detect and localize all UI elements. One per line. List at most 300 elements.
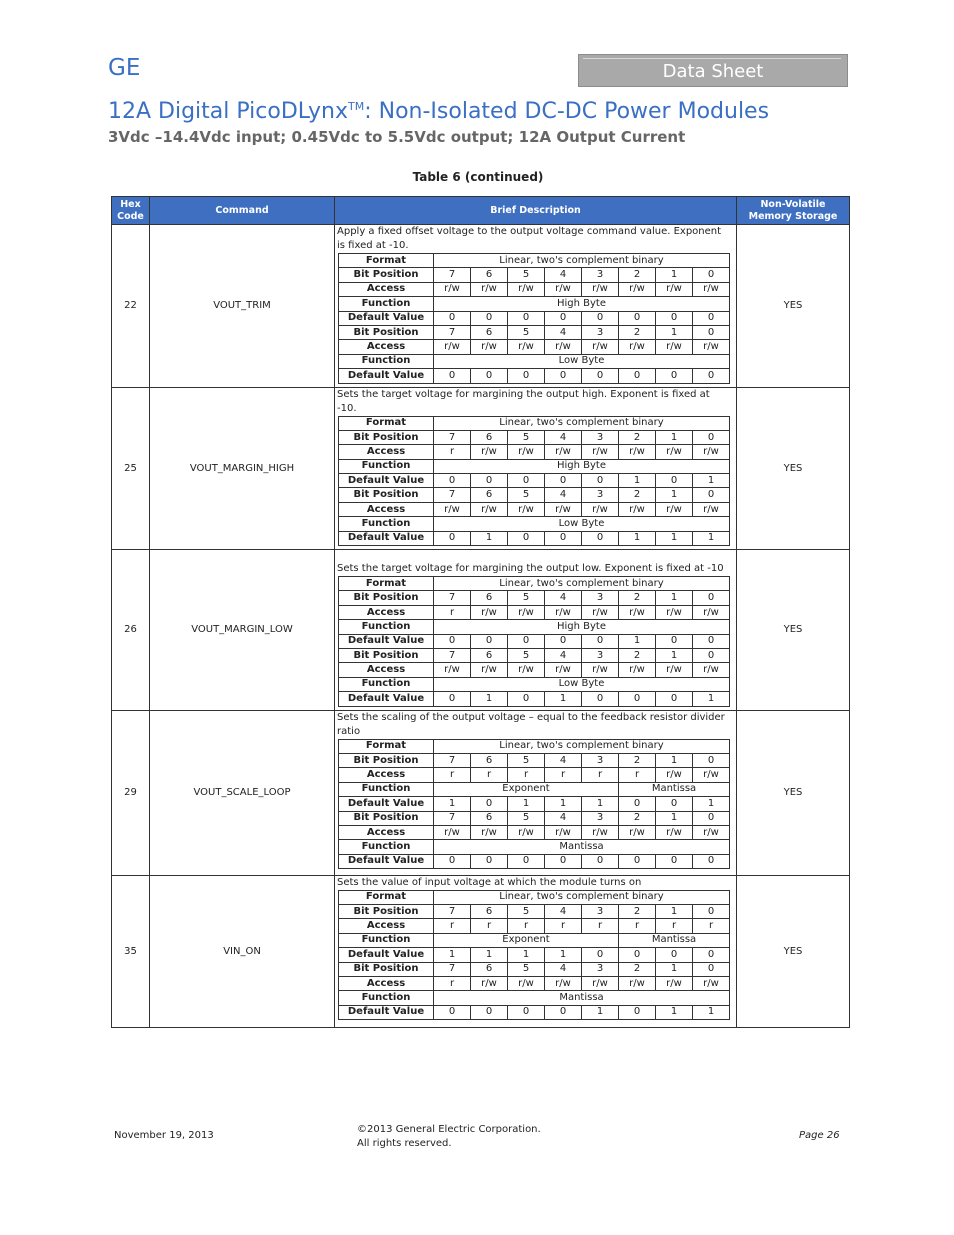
access-value: r/w (656, 502, 693, 516)
default-bit-value: 0 (434, 531, 471, 545)
table-row (112, 710, 850, 875)
function-exponent: Exponent (434, 782, 619, 796)
default-value-row (339, 531, 730, 545)
default-bit-value: 0 (656, 311, 693, 325)
access-value: r/w (582, 340, 619, 354)
default-bit-value: 0 (471, 369, 508, 383)
title-main: 12A Digital PicoDLynx (108, 99, 348, 124)
bit-number: 5 (508, 904, 545, 918)
default-bit-value: 0 (693, 311, 730, 325)
access-value: r/w (656, 663, 693, 677)
table-row (112, 550, 850, 711)
bit-number: 2 (619, 811, 656, 825)
bit-number: 3 (582, 753, 619, 767)
format-label: Format (339, 890, 434, 904)
access-value: r/w (508, 502, 545, 516)
bit-field-table (338, 739, 730, 870)
description-cell (335, 225, 737, 388)
bit-number: 2 (619, 488, 656, 502)
function-value: Low Byte (434, 354, 730, 368)
bit-number: 6 (471, 268, 508, 282)
function-row (339, 782, 730, 796)
default-value-label: Default Value (339, 1005, 434, 1019)
format-row (339, 739, 730, 753)
bit-number: 2 (619, 962, 656, 976)
access-value: r (619, 919, 656, 933)
access-value: r/w (693, 605, 730, 619)
col-non-volatile: Non-Volatile Memory Storage (737, 197, 850, 225)
access-value: r/w (693, 445, 730, 459)
default-bit-value: 0 (656, 948, 693, 962)
bit-position-label: Bit Position (339, 430, 434, 444)
function-row (339, 620, 730, 634)
access-value: r (656, 919, 693, 933)
access-value: r/w (434, 502, 471, 516)
bit-number: 5 (508, 962, 545, 976)
access-label: Access (339, 605, 434, 619)
access-value: r/w (693, 825, 730, 839)
function-label: Function (339, 620, 434, 634)
access-label: Access (339, 768, 434, 782)
access-value: r/w (508, 282, 545, 296)
page-subtitle: 3Vdc –14.4Vdc input; 0.45Vdc to 5.5Vdc output; 12A Output Current (108, 128, 686, 146)
access-label: Access (339, 663, 434, 677)
copyright-line-2: All rights reserved. (357, 1138, 452, 1149)
bit-position-label: Bit Position (339, 753, 434, 767)
default-bit-value: 0 (619, 692, 656, 706)
access-value: r/w (545, 605, 582, 619)
bit-number: 0 (693, 268, 730, 282)
default-bit-value: 1 (656, 531, 693, 545)
default-value-row (339, 692, 730, 706)
access-value: r/w (545, 282, 582, 296)
bit-number: 7 (434, 811, 471, 825)
bit-number: 4 (545, 904, 582, 918)
access-label: Access (339, 282, 434, 296)
access-value: r/w (693, 282, 730, 296)
data-sheet-label: Data Sheet (662, 61, 764, 82)
bit-number: 5 (508, 430, 545, 444)
bit-field-table (338, 576, 730, 707)
format-row (339, 254, 730, 268)
default-value-row (339, 948, 730, 962)
bit-number: 3 (582, 962, 619, 976)
format-label: Format (339, 254, 434, 268)
bit-position-label: Bit Position (339, 904, 434, 918)
access-row (339, 919, 730, 933)
access-row (339, 663, 730, 677)
table-row (112, 875, 850, 1027)
access-value: r (471, 919, 508, 933)
default-bit-value: 1 (693, 531, 730, 545)
non-volatile-cell: YES (737, 550, 850, 711)
default-bit-value: 0 (508, 1005, 545, 1019)
access-label: Access (339, 502, 434, 516)
access-row (339, 825, 730, 839)
access-value: r/w (693, 340, 730, 354)
bit-position-row (339, 430, 730, 444)
footer-date: November 19, 2013 (114, 1130, 214, 1141)
non-volatile-cell: YES (737, 387, 850, 550)
default-bit-value: 0 (656, 369, 693, 383)
default-bit-value: 1 (619, 634, 656, 648)
function-label: Function (339, 354, 434, 368)
default-bit-value: 0 (434, 692, 471, 706)
default-bit-value: 0 (545, 634, 582, 648)
access-value: r (471, 768, 508, 782)
access-label: Access (339, 919, 434, 933)
function-row (339, 840, 730, 854)
bit-number: 3 (582, 268, 619, 282)
function-row (339, 517, 730, 531)
access-value: r/w (508, 976, 545, 990)
bit-position-row (339, 962, 730, 976)
access-value: r/w (619, 445, 656, 459)
bit-field-table (338, 890, 730, 1021)
non-volatile-cell: YES (737, 710, 850, 875)
default-bit-value: 1 (508, 948, 545, 962)
access-value: r/w (656, 825, 693, 839)
bit-number: 7 (434, 904, 471, 918)
default-bit-value: 0 (434, 474, 471, 488)
format-value: Linear, two's complement binary (434, 577, 730, 591)
default-bit-value: 0 (656, 854, 693, 868)
footer-copyright (357, 1123, 541, 1151)
default-bit-value: 0 (619, 948, 656, 962)
access-value: r/w (434, 282, 471, 296)
default-bit-value: 0 (508, 634, 545, 648)
default-bit-value: 0 (471, 1005, 508, 1019)
access-row (339, 605, 730, 619)
access-value: r/w (582, 663, 619, 677)
access-value: r/w (582, 605, 619, 619)
bit-position-label: Bit Position (339, 268, 434, 282)
format-value: Linear, two's complement binary (434, 890, 730, 904)
default-bit-value: 0 (656, 797, 693, 811)
bit-number: 0 (693, 430, 730, 444)
function-value: Mantissa (434, 840, 730, 854)
default-value-label: Default Value (339, 948, 434, 962)
format-label: Format (339, 739, 434, 753)
access-value: r/w (434, 825, 471, 839)
bit-number: 2 (619, 591, 656, 605)
bit-number: 5 (508, 811, 545, 825)
col-command: Command (150, 197, 335, 225)
bit-number: 0 (693, 325, 730, 339)
default-bit-value: 0 (582, 311, 619, 325)
hex-code-cell: 29 (112, 710, 150, 875)
table-caption: Table 6 (continued) (412, 170, 544, 184)
command-name-cell: VIN_ON (150, 875, 335, 1027)
bit-number: 1 (656, 753, 693, 767)
access-value: r/w (619, 825, 656, 839)
default-bit-value: 0 (471, 854, 508, 868)
default-bit-value: 1 (434, 797, 471, 811)
access-value: r/w (619, 340, 656, 354)
table-header-row (112, 197, 850, 225)
bit-number: 4 (545, 268, 582, 282)
title-rest: : Non-Isolated DC-DC Power Modules (364, 99, 770, 124)
access-value: r (619, 768, 656, 782)
access-value: r/w (582, 445, 619, 459)
default-bit-value: 0 (434, 854, 471, 868)
access-value: r/w (545, 825, 582, 839)
default-bit-value: 1 (545, 948, 582, 962)
description-text: Apply a fixed offset voltage to the output voltage command value. Exponent is fixed at -10. (337, 226, 722, 251)
default-value-row (339, 1005, 730, 1019)
default-value-row (339, 311, 730, 325)
function-label: Function (339, 991, 434, 1005)
bit-number: 7 (434, 648, 471, 662)
default-bit-value: 1 (693, 797, 730, 811)
access-value: r (434, 976, 471, 990)
format-row (339, 577, 730, 591)
bit-position-label: Bit Position (339, 962, 434, 976)
access-row (339, 502, 730, 516)
access-value: r/w (619, 663, 656, 677)
access-row (339, 445, 730, 459)
default-value-label: Default Value (339, 531, 434, 545)
default-value-row (339, 634, 730, 648)
access-value: r (582, 919, 619, 933)
default-bit-value: 1 (545, 797, 582, 811)
default-bit-value: 0 (545, 531, 582, 545)
function-row (339, 297, 730, 311)
function-mantissa: Mantissa (619, 782, 730, 796)
bit-number: 4 (545, 648, 582, 662)
access-value: r/w (508, 663, 545, 677)
access-value: r/w (545, 340, 582, 354)
table-row (112, 225, 850, 388)
function-exponent: Exponent (434, 933, 619, 947)
access-label: Access (339, 445, 434, 459)
default-bit-value: 1 (508, 797, 545, 811)
access-value: r/w (656, 976, 693, 990)
bit-position-row (339, 591, 730, 605)
hex-code-cell: 35 (112, 875, 150, 1027)
bit-number: 7 (434, 325, 471, 339)
access-value: r/w (656, 605, 693, 619)
bit-number: 1 (656, 430, 693, 444)
default-bit-value: 0 (619, 311, 656, 325)
pmbus-command-table (111, 196, 850, 1028)
ge-logo: GE (108, 55, 141, 81)
format-label: Format (339, 577, 434, 591)
command-name-cell: VOUT_TRIM (150, 225, 335, 388)
bit-number: 2 (619, 325, 656, 339)
function-row (339, 677, 730, 691)
bit-position-row (339, 904, 730, 918)
access-value: r/w (471, 282, 508, 296)
access-value: r/w (656, 282, 693, 296)
default-bit-value: 0 (693, 369, 730, 383)
default-bit-value: 0 (471, 797, 508, 811)
bit-number: 7 (434, 488, 471, 502)
bit-position-row (339, 648, 730, 662)
access-value: r (508, 919, 545, 933)
default-bit-value: 1 (582, 797, 619, 811)
bit-number: 6 (471, 325, 508, 339)
bit-number: 4 (545, 591, 582, 605)
format-value: Linear, two's complement binary (434, 739, 730, 753)
bit-number: 3 (582, 430, 619, 444)
default-value-row (339, 797, 730, 811)
default-bit-value: 0 (619, 854, 656, 868)
default-bit-value: 1 (582, 1005, 619, 1019)
access-row (339, 340, 730, 354)
default-bit-value: 0 (582, 692, 619, 706)
bit-number: 0 (693, 962, 730, 976)
copyright-line-1: ©2013 General Electric Corporation. (357, 1124, 541, 1135)
bit-number: 2 (619, 430, 656, 444)
function-value: High Byte (434, 459, 730, 473)
default-bit-value: 0 (508, 692, 545, 706)
access-row (339, 976, 730, 990)
access-value: r/w (471, 976, 508, 990)
default-bit-value: 0 (582, 948, 619, 962)
access-value: r/w (619, 282, 656, 296)
bit-field-table (338, 416, 730, 547)
bit-position-row (339, 325, 730, 339)
default-bit-value: 0 (619, 1005, 656, 1019)
default-bit-value: 1 (471, 531, 508, 545)
default-bit-value: 0 (582, 474, 619, 488)
bit-number: 0 (693, 488, 730, 502)
bit-number: 7 (434, 430, 471, 444)
bit-number: 2 (619, 753, 656, 767)
description-text: Sets the value of input voltage at which the module turns on (337, 876, 642, 888)
access-value: r/w (656, 445, 693, 459)
access-value: r/w (582, 502, 619, 516)
bit-number: 4 (545, 811, 582, 825)
access-label: Access (339, 976, 434, 990)
bit-number: 3 (582, 488, 619, 502)
bit-number: 5 (508, 488, 545, 502)
footer-page-number: Page 26 (799, 1130, 840, 1141)
default-bit-value: 0 (545, 854, 582, 868)
default-bit-value: 0 (582, 531, 619, 545)
default-bit-value: 1 (434, 948, 471, 962)
default-value-label: Default Value (339, 692, 434, 706)
hex-code-cell: 25 (112, 387, 150, 550)
access-value: r (434, 919, 471, 933)
col-hex-code: Hex Code (112, 197, 150, 225)
access-value: r/w (545, 663, 582, 677)
bit-number: 5 (508, 753, 545, 767)
bit-number: 3 (582, 904, 619, 918)
access-value: r/w (582, 282, 619, 296)
bit-number: 7 (434, 962, 471, 976)
default-bit-value: 0 (508, 474, 545, 488)
access-value: r/w (693, 502, 730, 516)
default-bit-value: 0 (508, 854, 545, 868)
col-brief-description: Brief Description (335, 197, 737, 225)
description-text: Sets the target voltage for margining the output low. Exponent is fixed at -10 (337, 563, 724, 575)
default-bit-value: 0 (656, 474, 693, 488)
access-value: r/w (471, 445, 508, 459)
bit-number: 6 (471, 753, 508, 767)
access-value: r/w (545, 502, 582, 516)
bit-number: 0 (693, 753, 730, 767)
access-value: r/w (582, 825, 619, 839)
access-value: r/w (434, 340, 471, 354)
function-value: Low Byte (434, 517, 730, 531)
bit-number: 6 (471, 430, 508, 444)
bit-number: 1 (656, 648, 693, 662)
function-row (339, 933, 730, 947)
access-value: r (434, 768, 471, 782)
default-value-label: Default Value (339, 474, 434, 488)
default-value-label: Default Value (339, 634, 434, 648)
default-bit-value: 1 (693, 474, 730, 488)
default-bit-value: 0 (619, 797, 656, 811)
bit-number: 5 (508, 325, 545, 339)
bit-number: 1 (656, 488, 693, 502)
non-volatile-cell: YES (737, 875, 850, 1027)
bit-number: 5 (508, 268, 545, 282)
function-label: Function (339, 517, 434, 531)
default-value-label: Default Value (339, 369, 434, 383)
access-label: Access (339, 340, 434, 354)
description-text: Sets the target voltage for margining the output high. Exponent is fixed at -10. (337, 388, 710, 414)
page-title (108, 99, 769, 124)
format-row (339, 416, 730, 430)
default-bit-value: 0 (693, 948, 730, 962)
bit-number: 1 (656, 904, 693, 918)
command-name-cell: VOUT_MARGIN_HIGH (150, 387, 335, 550)
bit-number: 1 (656, 268, 693, 282)
access-value: r (582, 768, 619, 782)
bit-position-row (339, 753, 730, 767)
function-row (339, 354, 730, 368)
access-value: r/w (508, 825, 545, 839)
default-bit-value: 0 (582, 634, 619, 648)
access-value: r/w (508, 340, 545, 354)
default-value-row (339, 369, 730, 383)
default-bit-value: 1 (656, 1005, 693, 1019)
bit-number: 6 (471, 488, 508, 502)
default-bit-value: 1 (693, 1005, 730, 1019)
default-bit-value: 0 (471, 634, 508, 648)
format-label: Format (339, 416, 434, 430)
default-value-label: Default Value (339, 311, 434, 325)
default-bit-value: 0 (545, 474, 582, 488)
title-trademark: TM (348, 100, 365, 113)
function-value: High Byte (434, 297, 730, 311)
access-value: r/w (619, 605, 656, 619)
default-bit-value: 0 (434, 1005, 471, 1019)
default-bit-value: 0 (545, 369, 582, 383)
bit-number: 6 (471, 591, 508, 605)
hex-code-cell: 26 (112, 550, 150, 711)
default-value-row (339, 854, 730, 868)
bit-number: 5 (508, 591, 545, 605)
default-bit-value: 1 (545, 692, 582, 706)
bit-position-row (339, 811, 730, 825)
access-value: r (545, 768, 582, 782)
bit-number: 1 (656, 811, 693, 825)
access-label: Access (339, 825, 434, 839)
bit-number: 4 (545, 430, 582, 444)
function-label: Function (339, 677, 434, 691)
bit-position-label: Bit Position (339, 811, 434, 825)
bit-field-table (338, 253, 730, 384)
default-bit-value: 1 (693, 692, 730, 706)
access-value: r/w (656, 768, 693, 782)
bit-number: 4 (545, 488, 582, 502)
non-volatile-cell: YES (737, 225, 850, 388)
access-value: r/w (656, 340, 693, 354)
